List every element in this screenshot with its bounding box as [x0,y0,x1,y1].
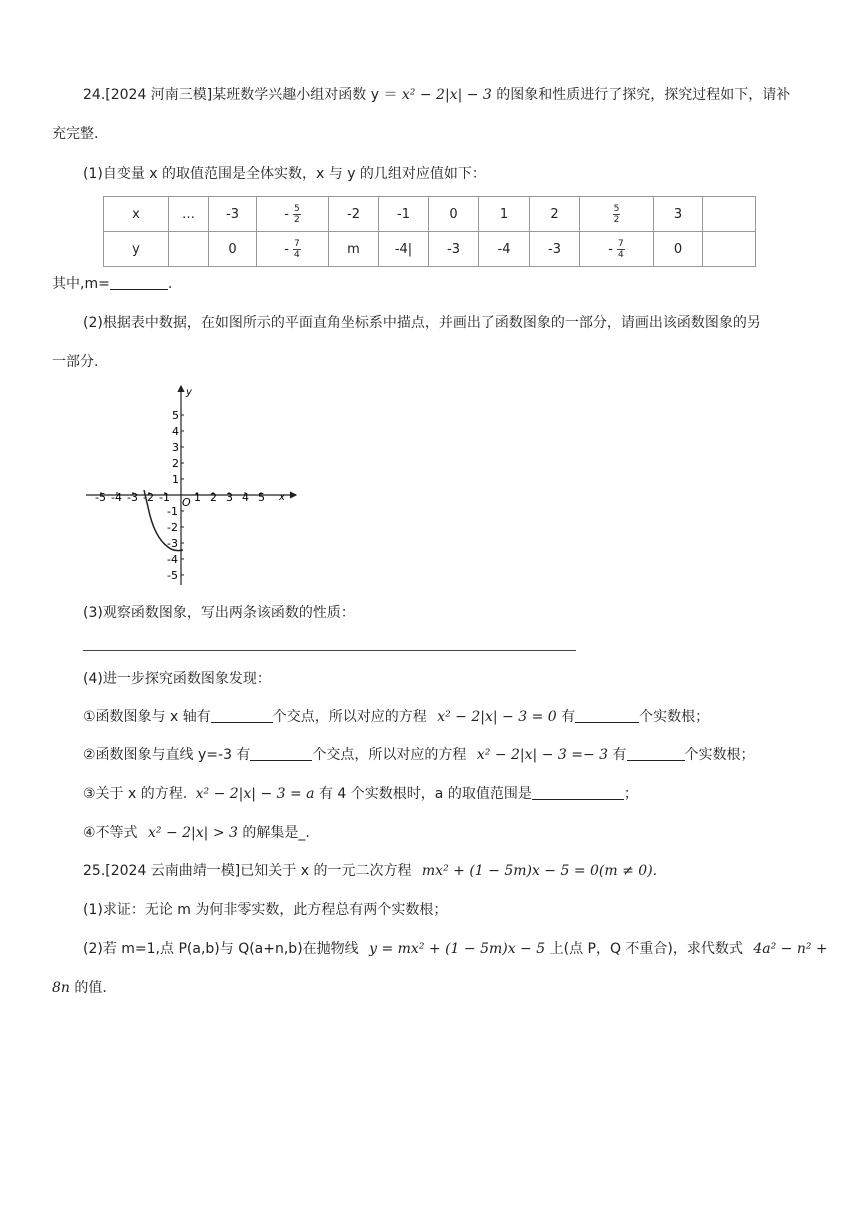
q25-part2-line2 [52,977,107,997]
table-cell [169,232,209,267]
coordinate-graph [78,382,308,597]
table-header-y: y [104,232,169,267]
answer-blank[interactable] [627,746,685,761]
q25-part2-suffix: 的值. [74,980,107,996]
q25-part2-prefix: (2)若 m=1,点 P(a,b)与 Q(a+n,b)在抛物线 [83,941,359,957]
table-cell: -3 [530,232,580,267]
answer-blank[interactable] [532,785,624,800]
q24-part1-answer [52,273,172,293]
y-tick-label: -1 [167,505,178,518]
table-cell: 0 [429,197,479,232]
q24-item3 [83,783,638,803]
answer-blank-m[interactable] [110,275,168,290]
y-tick-label: -2 [167,521,178,534]
x-tick-label: 3 [226,491,233,504]
x-tick-label: 4 [242,491,249,504]
x-tick-label: 1 [194,491,201,504]
table-cell [703,232,756,267]
q24-line2: 充完整. [52,126,99,142]
q24-part1: (1)自变量 x 的取值范围是全体实数，x 与 y 的几组对应值如下： [83,166,486,182]
table-cell: -4| [379,232,429,267]
table-cell: 0 [654,232,703,267]
x-tick-label: -4 [111,491,122,504]
q24-item4 [83,822,310,842]
item2-text-d: 个实数根； [684,747,755,763]
item2-text-c: 有 [612,747,627,763]
table-cell: … [169,197,209,232]
x-tick-label: -3 [127,491,138,504]
table-cell-fraction: - $\frac{7}{4}$ [580,232,654,267]
x-tick-label: -2 [143,491,154,504]
item3-text-a: ③关于 x 的方程. [83,786,188,802]
answer-prefix: 其中,m= [52,276,110,292]
value-table [103,196,756,267]
item4-text-a: ④不等式 [83,825,138,841]
answer-blank[interactable] [250,746,312,761]
item1-equation: x² − 2|x| − 3 = 0 [437,709,557,725]
item3-text-c: ； [623,786,638,802]
table-header-x: x [104,197,169,232]
x-axis-label: x [279,492,285,503]
item1-text-d: 个实数根； [639,709,710,725]
item2-text-a: ②函数图象与直线 y=-3 有 [83,747,251,763]
q24-part4: (4)进一步探究函数图象发现： [83,671,271,687]
x-ticks [95,491,265,504]
q25-part2-line1 [83,938,828,958]
table-cell-fraction: $\frac{5}{2}$ [580,197,654,232]
table-row-y [104,232,756,267]
table-cell: -1 [379,197,429,232]
q25-intro: 25.[2024 云南曲靖一模]已知关于 x 的一元二次方程 [83,863,412,879]
q24-function-expr: x² − 2|x| − 3 [401,87,492,103]
q24-part2-line1: (2)根据表中数据，在如图所示的平面直角坐标系中描点，并画出了函数图象的一部分，请画出该函数图象的另 [83,315,761,331]
item3-equation: x² − 2|x| − 3 = a [195,786,315,802]
item4-text-b: 的解集是_. [242,825,310,841]
answer-blank[interactable] [211,708,273,723]
q24-intro-suffix: 的图象和性质进行了探究，探究过程如下，请补 [496,87,791,103]
q24-line1 [83,84,790,104]
table-cell: 2 [530,197,580,232]
x-tick-label: 2 [210,491,217,504]
y-tick-label: 2 [172,457,179,470]
answer-line-part3[interactable] [83,650,576,651]
y-axis-label: y [186,387,192,398]
q25-expression-end: 8n [52,980,70,996]
answer-blank[interactable] [575,708,639,723]
table-cell: -3 [209,197,257,232]
x-tick-label: -1 [159,491,170,504]
q24-part2-line2: 一部分. [52,354,99,370]
q25-parabola: y = mx² + (1 − 5m)x − 5 [369,941,546,957]
q25-expression: 4a² − n² + [753,941,828,957]
y-tick-label: -5 [167,569,178,582]
table-cell: -4 [479,232,530,267]
table-row-x [104,197,756,232]
y-tick-label: -3 [167,537,178,550]
q25-line1 [83,860,657,880]
x-tick-label: 5 [258,491,265,504]
item1-text-a: ①函数图象与 x 轴有 [83,709,211,725]
q24-part3: (3)观察函数图象，写出两条该函数的性质： [83,605,355,621]
q25-equation: mx² + (1 − 5m)x − 5 = 0(m ≠ 0). [421,863,658,879]
origin-label: O [182,496,191,509]
q24-item2 [83,744,755,764]
table-cell: 3 [654,197,703,232]
q25-part1: (1)求证：无论 m 为何非零实数，此方程总有两个实数根； [83,902,448,918]
y-tick-label: 4 [172,425,179,438]
q25-part2-mid: 上(点 P，Q 不重合)，求代数式 [549,941,743,957]
table-cell: m [329,232,379,267]
y-tick-label: 5 [172,409,179,422]
item1-text-c: 有 [561,709,576,725]
table-cell: 1 [479,197,530,232]
item3-text-b: 有 4 个实数根时，a 的取值范围是 [318,786,532,802]
item2-equation: x² − 2|x| − 3 =− 3 [476,747,609,763]
table-cell: -2 [329,197,379,232]
table-cell: -3 [429,232,479,267]
item2-text-b: 个交点，所以对应的方程 [312,747,467,763]
table-cell [703,197,756,232]
item1-text-b: 个交点，所以对应的方程 [272,709,427,725]
table-cell-fraction: - $\frac{5}{2}$ [257,197,329,232]
q24-item1 [83,706,709,726]
y-tick-label: 1 [172,473,179,486]
y-tick-label: 3 [172,441,179,454]
y-tick-label: -4 [167,553,178,566]
x-tick-label: -5 [95,491,106,504]
table-cell: 0 [209,232,257,267]
q24-intro: 24.[2024 河南三模]某班数学兴趣小组对函数 y ＝ [83,87,398,103]
answer-suffix: . [167,276,173,292]
table-cell-fraction: - $\frac{7}{4}$ [257,232,329,267]
item4-inequality: x² − 2|x| > 3 [148,825,238,841]
